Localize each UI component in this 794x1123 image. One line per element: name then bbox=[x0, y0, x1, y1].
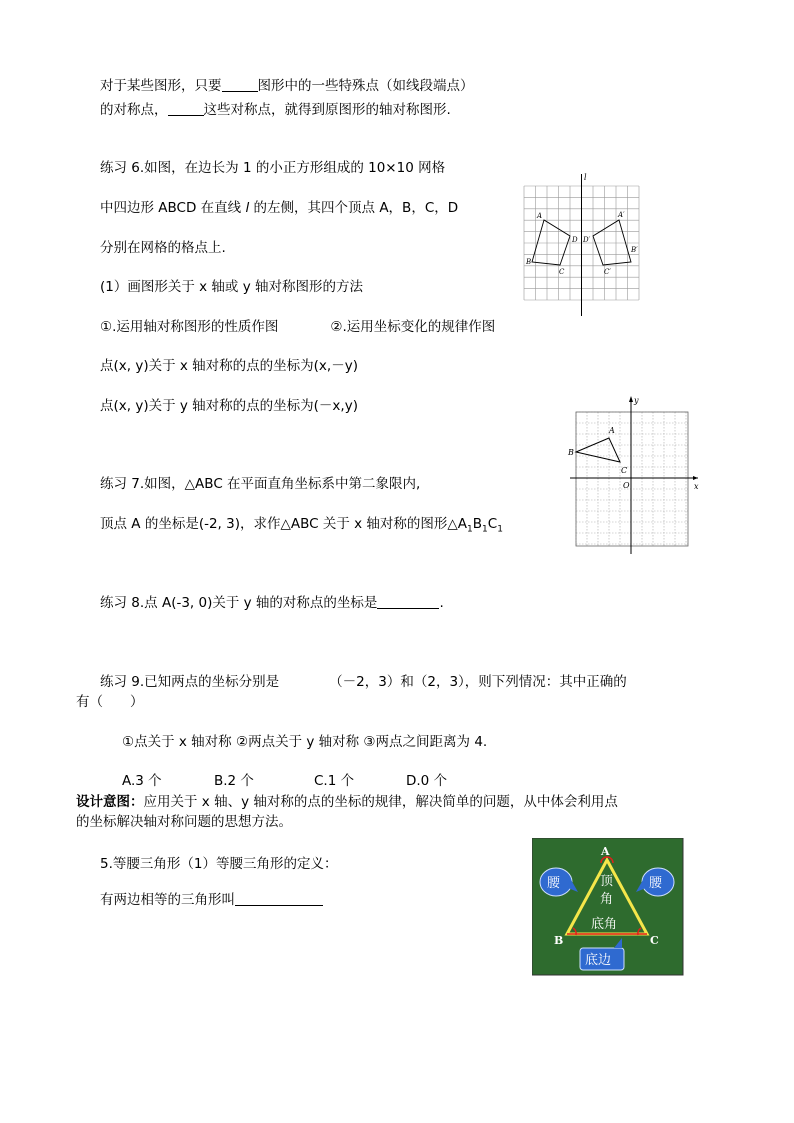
svg-text:角: 角 bbox=[600, 892, 614, 907]
exercise-6-line-6: 点(x, y)关于 x 轴对称的点的坐标为(x,－y) bbox=[100, 358, 358, 374]
option-d[interactable]: D.0 个 bbox=[406, 773, 448, 789]
svg-text:x: x bbox=[694, 482, 699, 491]
svg-text:腰: 腰 bbox=[649, 876, 663, 891]
label-l: l bbox=[584, 173, 587, 182]
svg-text:B: B bbox=[554, 934, 564, 947]
option-c[interactable]: C.1 个 bbox=[314, 773, 355, 789]
section-5-title: 5.等腰三角形（1）等腰三角形的定义： bbox=[100, 856, 338, 872]
svg-text:腰: 腰 bbox=[547, 876, 561, 891]
svg-text:C′: C′ bbox=[604, 268, 611, 276]
svg-text:B: B bbox=[568, 448, 574, 457]
exercise-9-line-3: ①点关于 x 轴对称 ②两点关于 y 轴对称 ③两点之间距离为 4. bbox=[122, 734, 488, 750]
design-intent-line-2: 的坐标解决轴对称问题的思想方法。 bbox=[76, 814, 292, 830]
design-intent-line-1: 设计意图：应用关于 x 轴、y 轴对称的点的坐标的规律，解决简单的问题，从中体会利用点 bbox=[76, 794, 618, 810]
svg-text:A: A bbox=[601, 845, 610, 858]
section-5-definition: 有两边相等的三角形叫 bbox=[100, 891, 323, 909]
fill-blank[interactable] bbox=[168, 101, 204, 116]
option-b[interactable]: B.2 个 bbox=[214, 773, 254, 789]
quadrilateral-abcd bbox=[532, 220, 570, 265]
svg-text:B: B bbox=[526, 258, 532, 266]
svg-text:B′: B′ bbox=[631, 246, 638, 254]
coordinate-grid-figure bbox=[566, 394, 706, 558]
svg-text:A′: A′ bbox=[618, 211, 625, 219]
exercise-7-line-1: 练习 7.如图，△ABC 在平面直角坐标系中第二象限内, bbox=[100, 476, 421, 492]
isosceles-triangle-diagram bbox=[532, 838, 684, 976]
exercise-6-line-5: ①.运用轴对称图形的性质作图 ②.运用坐标变化的规律作图 bbox=[100, 319, 496, 335]
svg-text:D′: D′ bbox=[583, 236, 591, 244]
exercise-8-line: 练习 8.点 A(-3, 0)关于 y 轴的对称点的坐标是 . bbox=[100, 595, 444, 611]
svg-text:A: A bbox=[609, 426, 615, 435]
fill-blank[interactable] bbox=[222, 77, 258, 92]
option-a[interactable]: A.3 个 bbox=[122, 773, 162, 789]
svg-text:C: C bbox=[621, 466, 628, 475]
exercise-6-line-3: 分别在网格的格点上. bbox=[100, 240, 226, 256]
fill-blank[interactable] bbox=[235, 891, 323, 906]
svg-text:顶: 顶 bbox=[600, 874, 614, 889]
exercise-6-line-7: 点(x, y)关于 y 轴对称的点的坐标为(－x,y) bbox=[100, 398, 358, 414]
exercise-6-line-4: (1）画图形关于 x 轴或 y 轴对称图形的方法 bbox=[100, 279, 363, 295]
exercise-7-line-2: 顶点 A 的坐标是(-2, 3)，求作△ABC 关于 x 轴对称的图形$\triangle A_1B_1C_1$ bbox=[100, 516, 503, 535]
exercise-6-line-2: 中四边形 ABCD 在直线 l 的左侧，其四个顶点 A，B，C，D bbox=[100, 200, 459, 216]
grid-figure-quadrilateral bbox=[520, 170, 644, 320]
svg-text:底边: 底边 bbox=[585, 953, 612, 968]
svg-text:C: C bbox=[650, 934, 659, 947]
svg-text:O: O bbox=[623, 481, 630, 490]
quadrilateral-image bbox=[593, 220, 631, 265]
exercise-9-options bbox=[122, 772, 447, 790]
exercise-6-line-1: 练习 6.如图，在边长为 1 的小正方形组成的 10×10 网格 bbox=[100, 160, 446, 176]
exercise-9-line-1: 练习 9.已知两点的坐标分别是 （－2，3）和（2，3），则下列情况：其中正确的 bbox=[100, 674, 627, 690]
fill-blank[interactable] bbox=[377, 594, 439, 609]
text-line: 的对称点， 这些对称点，就得到原图形的轴对称图形. bbox=[100, 102, 451, 118]
text-line: 对于某些图形，只要 图形中的一些特殊点（如线段端点） bbox=[100, 78, 474, 94]
exercise-9-line-2: 有（ ） bbox=[76, 694, 144, 710]
svg-text:A: A bbox=[537, 212, 543, 220]
svg-text:D: D bbox=[572, 236, 578, 244]
svg-text:y: y bbox=[634, 396, 639, 405]
svg-text:底角: 底角 bbox=[591, 917, 618, 932]
svg-text:C: C bbox=[559, 268, 565, 276]
